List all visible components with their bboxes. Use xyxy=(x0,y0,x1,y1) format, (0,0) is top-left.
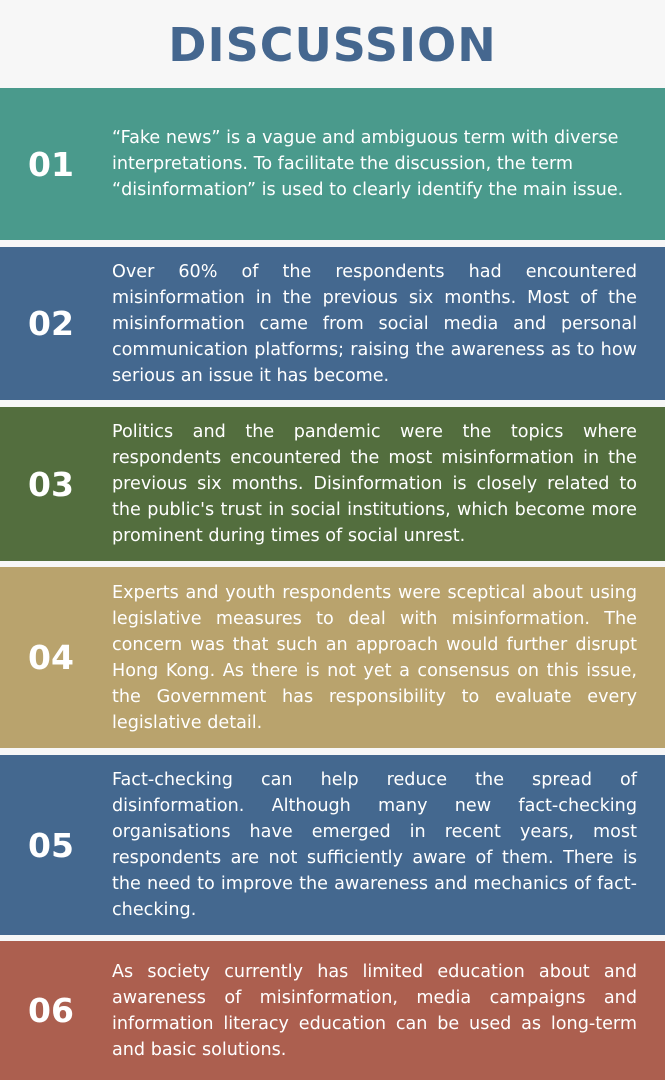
point-number: 01 xyxy=(28,144,74,184)
point-number: 02 xyxy=(28,304,74,343)
discussion-point-01 xyxy=(0,88,665,240)
point-text: Over 60% of the respondents had encountered misinformation in the previous six months. Most of the misinformation came from social media and personal communication platforms; raising the awareness as to how serious an issue it has become. xyxy=(112,261,637,386)
point-text: Fact-checking can help reduce the spread of disinformation. Although many new fact-checking organisations have emerged in recent years, most respondents are not sufficiently aware of them. There is the need to improve the awareness and mechanics of fact-checking. xyxy=(112,770,637,920)
discussion-point-06 xyxy=(0,941,665,1080)
point-text: Politics and the pandemic were the topics where respondents encountered the most misinformation in the previous six months. Disinformation is closely related to the public's trust in social institutions, which become more prominent during times of social unrest. xyxy=(112,422,637,546)
point-text: As society currently has limited education about and awareness of misinformation, media campaigns and information literacy education can be used as long-term and basic solutions. xyxy=(112,961,637,1060)
point-text: Experts and youth respondents were sceptical about using legislative measures to deal with misinformation. The concern was that such an approach would further disrupt Hong Kong. As there is not yet a consensus on this issue, the Government has responsibility to evaluate every legislative detail. xyxy=(112,582,637,733)
point-number: 03 xyxy=(28,464,74,504)
point-number: 05 xyxy=(28,825,74,865)
page-title: DISCUSSION xyxy=(168,18,497,72)
discussion-point-02 xyxy=(0,247,665,400)
point-number: 06 xyxy=(28,991,74,1030)
discussion-point-04 xyxy=(0,567,665,748)
discussion-point-05 xyxy=(0,755,665,935)
point-number: 04 xyxy=(28,638,74,677)
discussion-point-03 xyxy=(0,407,665,561)
point-text: “Fake news” is a vague and ambiguous term with diverse interpretations. To facilitate the discussion, the term “disinformation” is used to clearly identify the main issue. xyxy=(112,128,624,200)
